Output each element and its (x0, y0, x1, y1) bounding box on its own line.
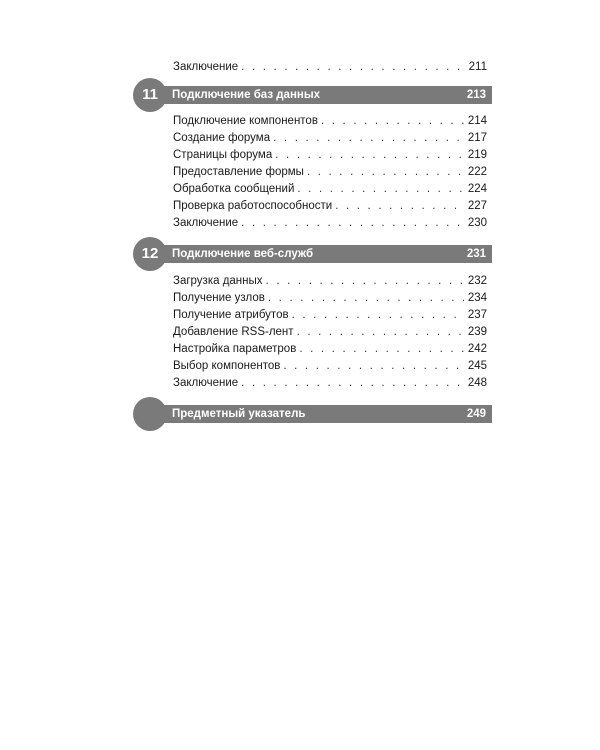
toc-entry (173, 290, 487, 306)
toc-entry-page: 232 (467, 275, 487, 287)
chapter-number-badge: 12 (133, 237, 167, 271)
toc-entry-page: 217 (467, 132, 487, 144)
dot-leader (307, 164, 464, 180)
dot-leader (297, 324, 464, 340)
toc-entry-page: 224 (467, 183, 487, 195)
toc-entry-page: 245 (467, 360, 487, 372)
dot-leader (241, 215, 464, 231)
toc-entry-page: 230 (467, 217, 487, 229)
chapter-title: Подключение веб-служб (172, 248, 314, 260)
chapter-header-11 (138, 86, 492, 104)
dot-leader (321, 113, 464, 129)
toc-entry-page: 222 (467, 166, 487, 178)
toc-entry-title: Добавление RSS-лент (173, 326, 294, 338)
dot-leader (299, 341, 464, 357)
toc-entry (173, 59, 487, 75)
dot-leader (241, 59, 465, 75)
dot-leader (275, 147, 464, 163)
toc-entry (173, 198, 487, 214)
chapter-header-12 (138, 245, 492, 263)
toc-entry-page: 234 (467, 292, 487, 304)
chapter-title: Подключение баз данных (172, 89, 321, 101)
chapter-page: 249 (466, 408, 486, 420)
dot-leader (241, 375, 464, 391)
toc-entry-page: 214 (467, 115, 487, 127)
dot-leader (335, 198, 464, 214)
toc-entry-page: 242 (467, 343, 487, 355)
toc-entry-title: Предоставление формы (173, 166, 304, 178)
toc-entry-title: Страницы форума (173, 149, 273, 161)
toc-entry-page: 211 (468, 61, 487, 73)
toc-entry (173, 307, 487, 323)
chapter-number-badge: 11 (133, 78, 167, 112)
chapter-page: 231 (466, 248, 486, 260)
dot-leader (292, 307, 464, 323)
toc-entry-title: Выбор компонентов (173, 360, 281, 372)
toc-entry-title: Заключение (173, 61, 239, 73)
toc-entry (173, 147, 487, 163)
toc-entry (173, 130, 487, 146)
toc-entry (173, 358, 487, 374)
toc-entry (173, 164, 487, 180)
toc-entry-title: Получение узлов (173, 292, 265, 304)
chapter-page: 213 (466, 89, 486, 101)
toc-entry (173, 273, 487, 289)
toc-entry-title: Проверка работоспособности (173, 200, 333, 212)
toc-entry (173, 375, 487, 391)
dot-leader (283, 358, 463, 374)
toc-entry-title: Получение атрибутов (173, 309, 289, 321)
dot-leader (273, 130, 464, 146)
toc-entry-title: Создание форума (173, 132, 271, 144)
toc-entry-page: 239 (467, 326, 487, 338)
toc-entry-title: Заключение (173, 217, 239, 229)
chapter-header-index (138, 405, 492, 423)
toc-entry (173, 113, 487, 129)
toc-entry-title: Загрузка данных (173, 275, 263, 287)
toc-entry-title: Обработка сообщений (173, 183, 295, 195)
toc-entry-page: 227 (467, 200, 487, 212)
toc-entry-page: 219 (467, 149, 487, 161)
dot-leader (268, 290, 464, 306)
chapter-title: Предметный указатель (172, 408, 306, 420)
toc-entry-title: Подключение компонентов (173, 115, 318, 127)
toc-entry-title: Настройка параметров (173, 343, 297, 355)
toc-entry (173, 215, 487, 231)
chapter-number-badge (133, 397, 167, 431)
toc-entry-page: 237 (467, 309, 487, 321)
toc-entry (173, 181, 487, 197)
toc-entry (173, 341, 487, 357)
toc-entry-page: 248 (467, 377, 487, 389)
toc-entry-title: Заключение (173, 377, 239, 389)
toc-entry (173, 324, 487, 340)
dot-leader (297, 181, 463, 197)
dot-leader (266, 273, 464, 289)
